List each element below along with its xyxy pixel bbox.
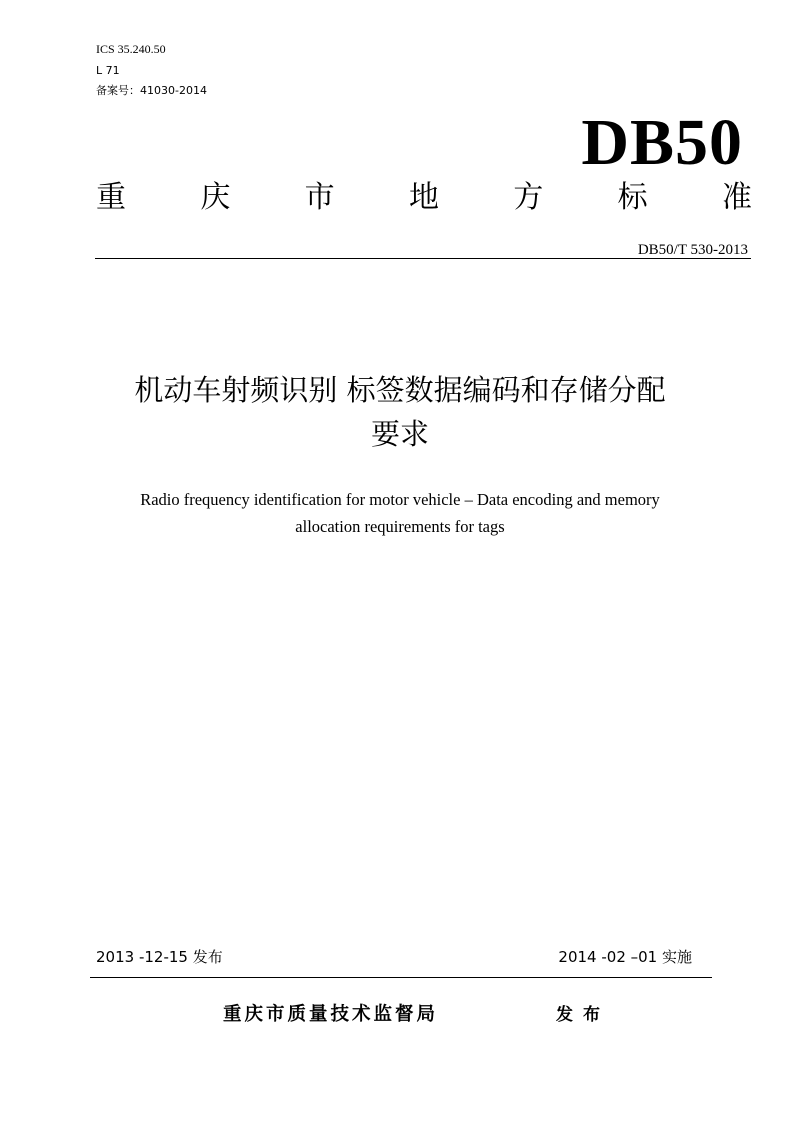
title-chinese <box>60 368 740 456</box>
standard-category <box>96 178 752 218</box>
title-cn-line: 机动车射频识别 标签数据编码和存储分配 <box>134 373 666 407</box>
category-char: 重 <box>96 180 126 215</box>
ccs-code: L 71 <box>96 64 120 77</box>
standard-number: DB50/T 530-2013 <box>637 242 748 258</box>
issuing-action: 发布 <box>556 1005 610 1025</box>
issue-date: 2013 -12-15 发布 <box>96 948 223 966</box>
ics-code: ICS 35.240.50 <box>96 42 166 56</box>
implementation-date: 2014 -02 –01 实施 <box>558 948 692 966</box>
category-char: 庆 <box>200 180 231 215</box>
category-char: 准 <box>721 180 752 215</box>
category-char: 标 <box>617 180 648 215</box>
header-divider <box>95 258 751 259</box>
footer-divider <box>90 977 712 978</box>
standard-code-logo: DB50 <box>581 106 743 179</box>
title-cn-line: 要求 <box>370 417 429 451</box>
issuing-authority: 重庆市质量技术监督局 <box>223 1004 439 1025</box>
category-char: 市 <box>304 180 335 215</box>
title-english <box>90 486 710 540</box>
title-en-line: allocation requirements for tags <box>295 517 505 536</box>
title-en-line: Radio frequency identification for motor vehicle – Data encoding and memory <box>140 490 660 509</box>
filing-number: 备案号：41030-2014 <box>96 84 207 97</box>
category-char: 方 <box>513 180 544 215</box>
category-char: 地 <box>408 180 439 215</box>
